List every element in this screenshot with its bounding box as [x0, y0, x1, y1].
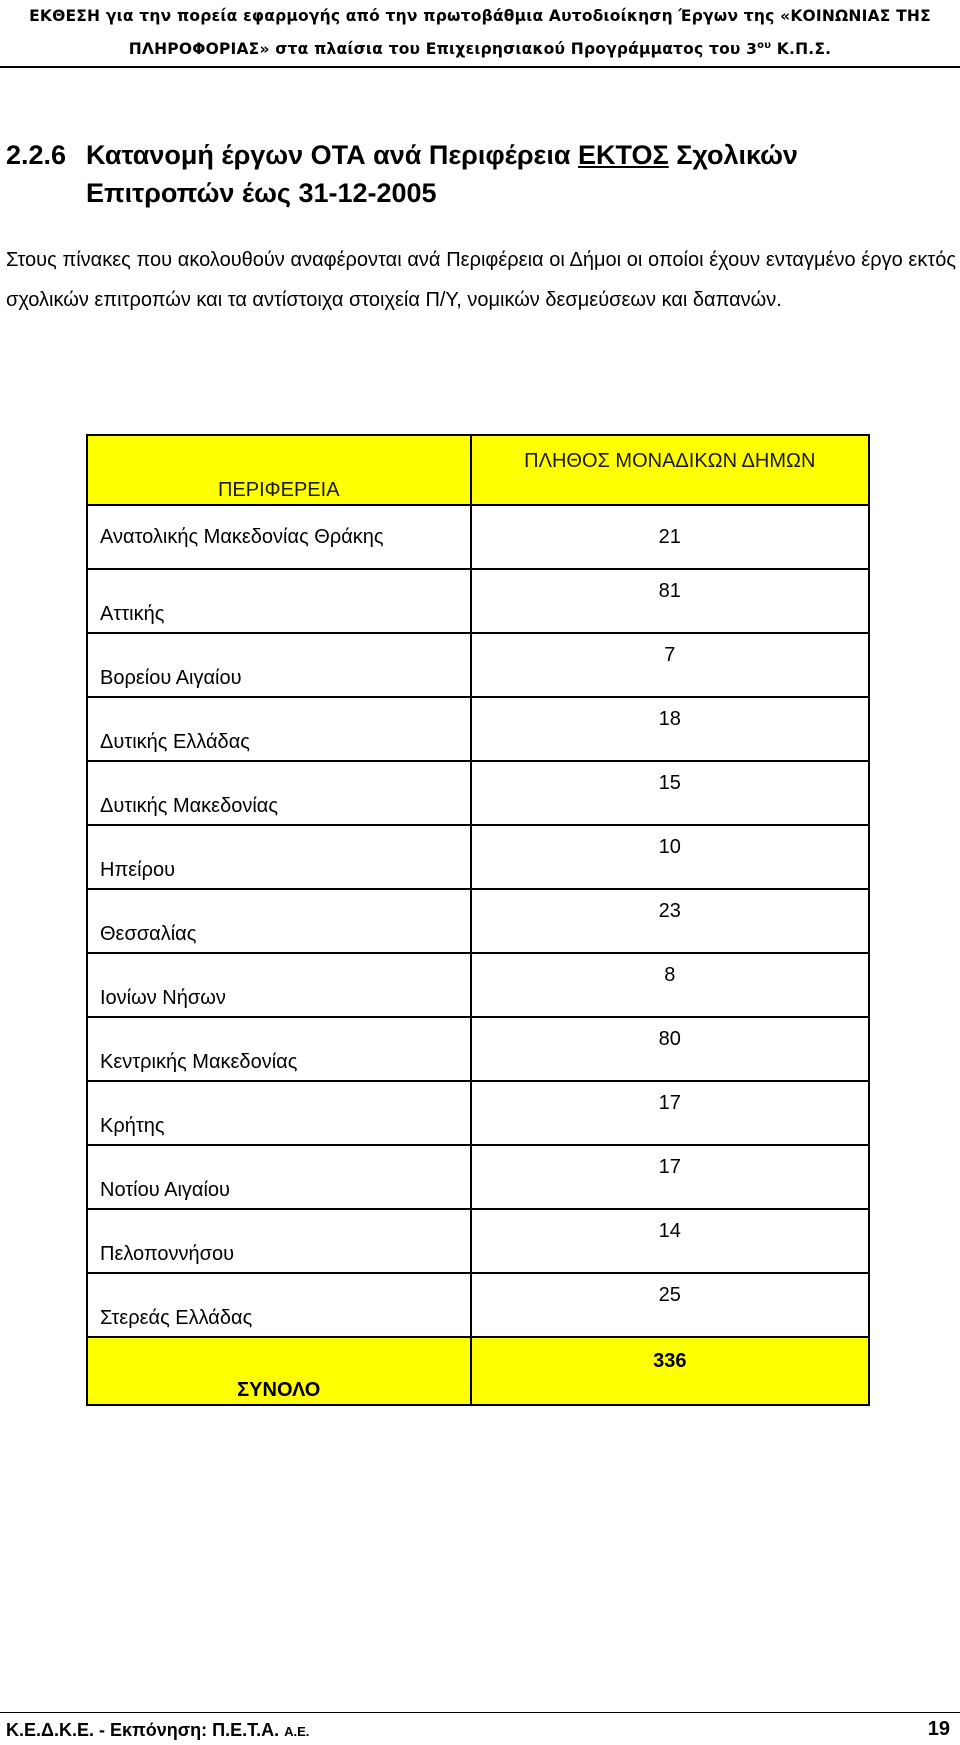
table-row — [87, 1145, 869, 1209]
table-row — [87, 1273, 869, 1337]
section-title-part2: Σχολικών — [668, 140, 798, 170]
page-number: 19 — [927, 1718, 950, 1740]
table-row — [87, 697, 869, 761]
table-row — [87, 1017, 869, 1081]
municipality-count: 17 — [471, 1081, 869, 1145]
region-name: Κρήτης — [87, 1081, 471, 1145]
region-name: Ηπείρου — [87, 825, 471, 889]
regions-table — [86, 434, 870, 1406]
region-name: Δυτικής Μακεδονίας — [87, 761, 471, 825]
header-line-2-end: Κ.Π.Σ. — [771, 40, 832, 58]
region-name: Αττικής — [87, 569, 471, 633]
section-title-line-2: Επιτροπών έως 31-12-2005 — [86, 178, 437, 208]
region-name: Ανατολικής Μακεδονίας Θράκης — [87, 505, 471, 569]
table-total-row — [87, 1337, 869, 1405]
municipality-count: 21 — [471, 505, 869, 569]
total-value: 336 — [471, 1337, 869, 1405]
region-name: Νοτίου Αιγαίου — [87, 1145, 471, 1209]
running-header — [0, 0, 960, 66]
municipality-count: 7 — [471, 633, 869, 697]
header-line-2 — [0, 33, 960, 66]
header-line-1: ΕΚΘΕΣΗ για την πορεία εφαρμογής από την πρωτοβάθμια Αυτοδιοίκηση Έργων της «ΚΟΙΝΩΝΙΑΣ ΤΗΣ — [29, 7, 931, 25]
region-name: Κεντρικής Μακεδονίας — [87, 1017, 471, 1081]
region-name: Θεσσαλίας — [87, 889, 471, 953]
municipality-count: 14 — [471, 1209, 869, 1273]
header-divider — [0, 66, 960, 68]
table-row — [87, 889, 869, 953]
header-superscript: ου — [757, 39, 772, 51]
municipality-count: 25 — [471, 1273, 869, 1337]
footer-divider — [0, 1712, 960, 1713]
municipality-count: 17 — [471, 1145, 869, 1209]
header-region: ΠΕΡΙΦΕΡΕΙΑ — [87, 435, 471, 505]
municipality-count: 81 — [471, 569, 869, 633]
table-row — [87, 953, 869, 1017]
table-row — [87, 761, 869, 825]
footer-org-suffix: Α.Ε. — [284, 1724, 310, 1739]
section-heading — [6, 136, 956, 212]
municipality-count: 15 — [471, 761, 869, 825]
municipality-count: 10 — [471, 825, 869, 889]
municipality-count: 80 — [471, 1017, 869, 1081]
region-name: Βορείου Αιγαίου — [87, 633, 471, 697]
footer-org: Κ.Ε.Δ.Κ.Ε. - Εκπόνηση: Π.Ε.Τ.Α. — [6, 1720, 285, 1740]
footer-credit — [6, 1720, 309, 1741]
section-number: 2.2.6 — [6, 140, 67, 170]
table-row — [87, 633, 869, 697]
header-count: ΠΛΗΘΟΣ ΜΟΝΑΔΙΚΩΝ ΔΗΜΩΝ — [471, 435, 869, 505]
municipality-count: 8 — [471, 953, 869, 1017]
table-row — [87, 505, 869, 569]
region-name: Δυτικής Ελλάδας — [87, 697, 471, 761]
section-title-emphasis: ΕΚΤΟΣ — [577, 140, 669, 170]
table-row — [87, 569, 869, 633]
table-header-row — [87, 435, 869, 505]
section-title-part1: Κατανομή έργων ΟΤΑ ανά Περιφέρεια — [86, 140, 578, 170]
municipality-count: 18 — [471, 697, 869, 761]
header-line-2-text: ΠΛΗΡΟΦΟΡΙΑΣ» στα πλαίσια του Επιχειρησιακού Προγράμματος του 3 — [128, 40, 758, 58]
total-label: ΣΥΝΟΛΟ — [87, 1337, 471, 1405]
region-name: Ιονίων Νήσων — [87, 953, 471, 1017]
table-row — [87, 1209, 869, 1273]
table-row — [87, 1081, 869, 1145]
region-name: Πελοποννήσου — [87, 1209, 471, 1273]
municipality-count: 23 — [471, 889, 869, 953]
intro-paragraph: Στους πίνακες που ακολουθούν αναφέρονται ανά Περιφέρεια οι Δήμοι οι οποίοι έχουν ενταγμένο έργο εκτός σχολικών επιτροπών και τα αντίστοιχα στοιχεία Π/Υ, νομικών δεσμεύσεων και δαπανών. — [6, 249, 956, 311]
table-row — [87, 825, 869, 889]
region-name: Στερεάς Ελλάδας — [87, 1273, 471, 1337]
